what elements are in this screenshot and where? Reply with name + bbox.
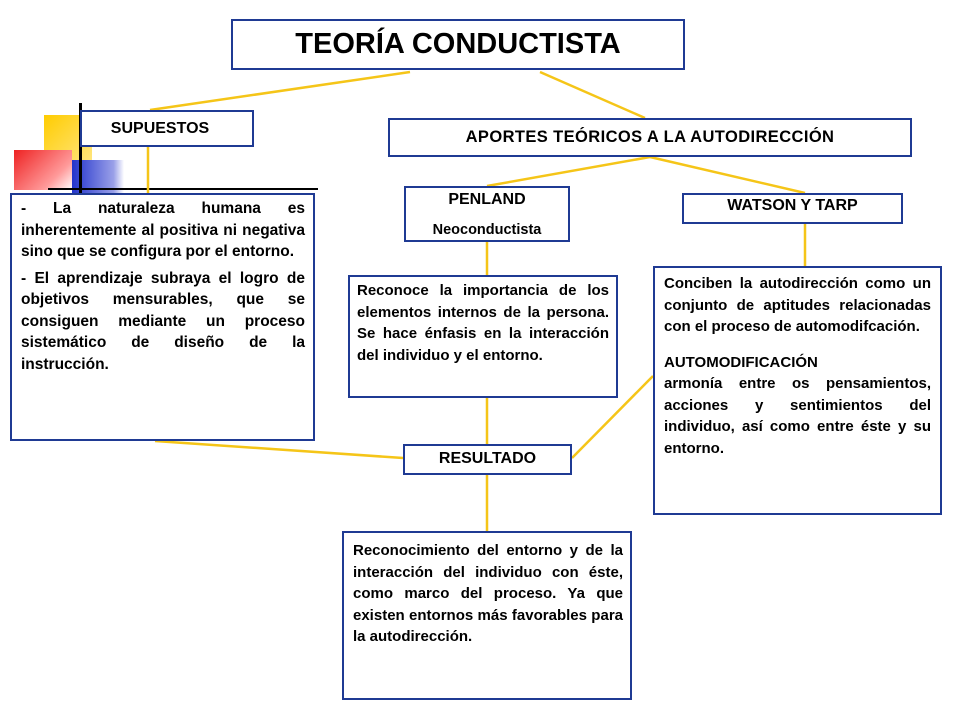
penland-box — [404, 186, 570, 242]
supuestos-item-1: - La naturaleza humana es inherentemente al positiva ni negativa sino que se configura por el entorno. — [21, 200, 305, 260]
penland-text-box — [348, 275, 618, 398]
connector-aportes-watson — [650, 157, 805, 193]
watson-text-box — [653, 266, 942, 515]
connector-title-supuestos — [150, 72, 410, 110]
automodificacion-text: armonía entre os pensamientos, acciones y sentimientos del individuo, así como entre éste y su entorno. — [664, 375, 931, 457]
automodificacion-heading: AUTOMODIFICACIÓN — [664, 353, 818, 371]
penland-title: PENLAND — [448, 191, 526, 208]
penland-text: Reconoce la importancia de los elementos internos de la persona. Se hace énfasis en la interacción del individuo y el entorno. — [357, 282, 609, 364]
supuestos-title: SUPUESTOS — [110, 120, 210, 137]
supuestos-box — [10, 193, 315, 441]
aportes-title: APORTES TEÓRICOS A LA AUTODIRECCIÓN — [465, 128, 835, 146]
main-title-box — [231, 19, 685, 70]
supuestos-item-2: - El aprendizaje subraya el logro de objetivos mensurables, que se consiguen mediante un proceso sistemático de diseño de la instrucción. — [21, 269, 305, 373]
watson-text: Conciben la autodirección como un conjunto de aptitudes relacionadas con el proceso de automodifcación. — [664, 275, 931, 335]
main-title: TEORÍA CONDUCTISTA — [295, 28, 621, 60]
watson-box — [682, 193, 903, 224]
resultado-text: Reconocimiento del entorno y de la interacción del individuo con éste, como marco del proceso. Ya que existen entornos más favorables para la autodirección. — [353, 542, 623, 645]
aportes-box — [388, 118, 912, 157]
resultado-title: RESULTADO — [438, 450, 537, 467]
connector-aportes-penland — [487, 157, 650, 186]
watson-title: WATSON Y TARP — [727, 197, 858, 214]
connector-supuestos-resultado — [155, 441, 403, 458]
resultado-text-box — [342, 531, 632, 700]
resultado-box — [403, 444, 572, 475]
penland-subtitle: Neoconductista — [432, 222, 542, 238]
supuestos-header-box — [80, 110, 254, 147]
connector-title-aportes — [540, 72, 645, 118]
